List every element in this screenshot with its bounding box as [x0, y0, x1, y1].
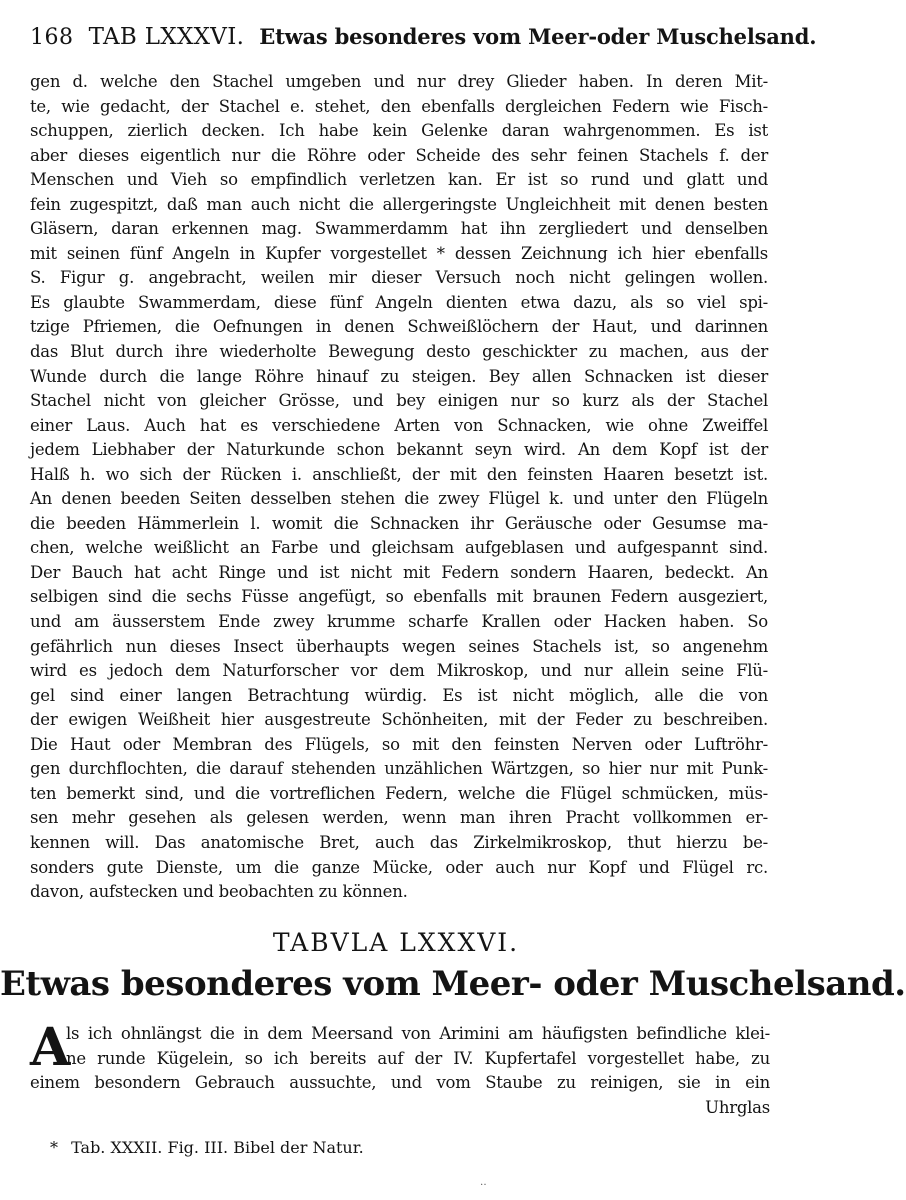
text-line: das Blut durch ihre wiederholte Bewegung desto geschickter zu machen, aus der — [30, 342, 768, 362]
text-line: der ewigen Weißheit hier ausgestreute Schönheiten, mit der Feder zu beschreiben. — [30, 710, 768, 730]
text-line: Die Haut oder Membran des Flügels, so mit den feinsten Nerven oder Luftröhr- — [30, 734, 768, 754]
text-line: gen durchflochten, die darauf stehenden unzählichen Wärtzgen, so hier nur mit Punk- — [30, 759, 768, 779]
text-line: An denen beeden Seiten desselben stehen die zwey Flügel k. und unter den Flügeln — [30, 489, 768, 509]
plate-heading: TABVLA LXXXVI. — [272, 928, 520, 957]
text-line: sen mehr gesehen als gelesen werden, wenn man ihren Pracht vollkommen er- — [30, 808, 768, 828]
intro-line: ls ich ohnlängst die in dem Meersand von Arimini am häufigsten befindliche klei- — [66, 1024, 770, 1043]
plate-title: Etwas besonderes vom Meer- oder Muschelsand. — [0, 964, 906, 1004]
text-line: chen, welche weißlicht an Farbe und gleichsam aufgeblasen und aufgespannt sind. — [30, 538, 768, 558]
text-line: aber dieses eigentlich nur die Röhre oder Scheide des sehr feinen Stachels f. der — [30, 145, 768, 165]
page-ornament: ‥ — [480, 1177, 487, 1188]
text-line: Es glaubte Swammerdam, diese fünf Angeln dienten etwa dazu, als so viel spi- — [30, 292, 768, 312]
body-text — [30, 70, 768, 905]
drop-cap: A — [30, 1017, 71, 1078]
intro-paragraph — [30, 1017, 770, 1120]
text-line: te, wie gedacht, der Stachel e. stehet, den ebenfalls dergleichen Federn wie Fisch- — [30, 96, 768, 116]
intro-line: ne runde Kügelein, so ich bereits auf der IV. Kupfertafel vorgestellet habe, zu — [66, 1048, 770, 1068]
text-line: jedem Liebhaber der Naturkunde schon bekannt seyn wird. An dem Kopf ist der — [30, 440, 768, 460]
text-line: Der Bauch hat acht Ringe und ist nicht mit Federn sondern Haaren, bedeckt. An — [30, 562, 768, 582]
text-line: fein zugespitzt, daß man auch nicht die allergeringste Ungleichheit mit denen besten — [30, 194, 768, 214]
text-line: tzige Pfriemen, die Oefnungen in denen Schweißlöchern der Haut, und darinnen — [30, 317, 768, 337]
catchword: Uhrglas — [705, 1097, 770, 1117]
text-line: Gläsern, daran erkennen mag. Swammerdamm hat ihn zergliedert und denselben — [30, 219, 768, 239]
text-line: Stachel nicht von gleicher Grösse, und bey einigen nur so kurz als der Stachel — [30, 391, 768, 411]
footnote-mark: * — [50, 1138, 58, 1157]
footnote — [50, 1138, 750, 1157]
text-line: davon, aufstecken und beobachten zu können. — [30, 882, 408, 902]
text-line: ten bemerkt sind, und die vortreflichen Federn, welche die Flügel schmücken, müs- — [30, 783, 768, 803]
text-line: Menschen und Vieh so empfindlich verletzen kan. Er ist so rund und glatt und — [30, 170, 768, 190]
page-header — [30, 24, 817, 58]
text-line: kennen will. Das anatomische Bret, auch das Zirkelmikroskop, thut hierzu be- — [30, 832, 768, 852]
text-line: wird es jedoch dem Naturforscher vor dem Mikroskop, und nur allein seine Flü- — [30, 661, 768, 681]
text-line: Wunde durch die lange Röhre hinauf zu steigen. Bey allen Schnacken ist dieser — [30, 366, 768, 386]
text-line: einer Laus. Auch hat es verschiedene Arten von Schnacken, wie ohne Zweiffel — [30, 415, 768, 435]
text-line: die beeden Hämmerlein l. womit die Schnacken ihr Geräusche oder Gesumse ma- — [30, 513, 768, 533]
plate-number: TAB LXXXVI. — [88, 24, 245, 50]
intro-line: einem besondern Gebrauch aussuchte, und vom Staube zu reinigen, sie in ein — [30, 1073, 770, 1092]
text-line: selbigen sind die sechs Füsse angefügt, so ebenfalls mit braunen Federn ausgeziert, — [30, 587, 768, 607]
text-line: Halß h. wo sich der Rücken i. anschließt, der mit den feinsten Haaren besetzt ist. — [30, 464, 768, 484]
text-line: gen d. welche den Stachel umgeben und nur drey Glieder haben. In deren Mit- — [30, 72, 768, 91]
text-line: S. Figur g. angebracht, weilen mir dieser Versuch noch nicht gelingen wollen. — [30, 268, 768, 288]
text-line: gel sind einer langen Betrachtung würdig. Es ist nicht möglich, alle die von — [30, 685, 768, 705]
page-number: 168 — [30, 25, 74, 50]
running-title: Etwas besonderes vom Meer-oder Muschelsand. — [259, 24, 817, 49]
text-line: schuppen, zierlich decken. Ich habe kein Gelenke daran wahrgenommen. Es ist — [30, 121, 768, 141]
text-line: gefährlich nun dieses Insect überhaupts wegen seines Stachels ist, so angenehm — [30, 636, 768, 656]
text-line: und am äusserstem Ende zwey krumme scharfe Krallen oder Hacken haben. So — [30, 612, 768, 632]
text-line: mit seinen fünf Angeln in Kupfer vorgestellet * dessen Zeichnung ich hier ebenfalls — [30, 243, 768, 263]
text-line: sonders gute Dienste, um die ganze Mücke, oder auch nur Kopf und Flügel rc. — [30, 857, 768, 877]
footnote-text: Tab. XXXII. Fig. III. Bibel der Natur. — [71, 1138, 364, 1157]
